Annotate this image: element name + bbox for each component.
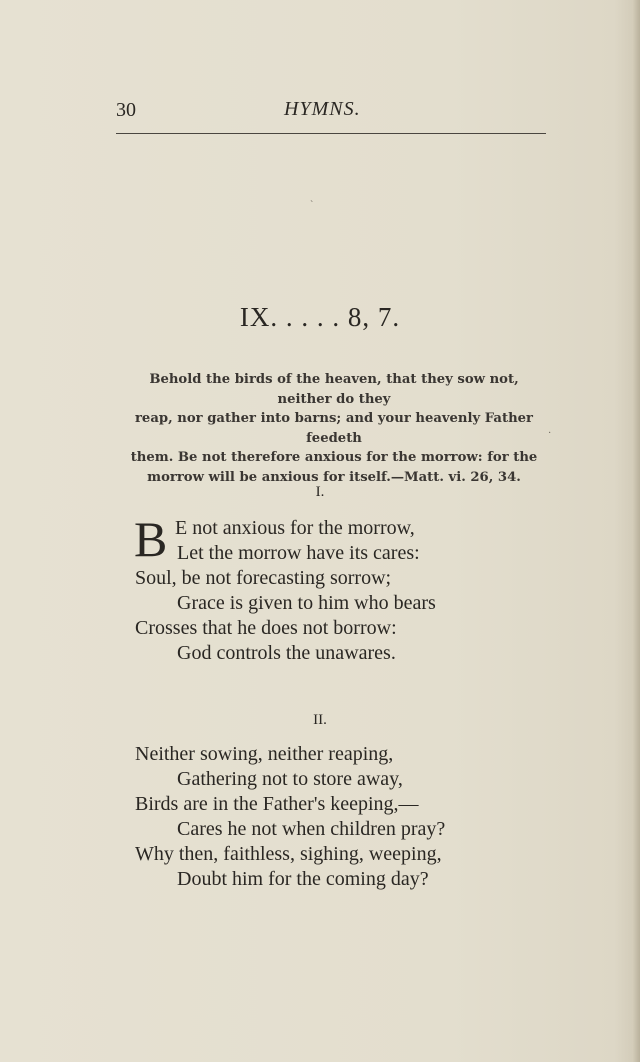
epigraph-line: reap, nor gather into barns; and your heavenly Father feedeth — [134, 411, 533, 446]
page-number: 30 — [116, 99, 136, 121]
epigraph-line: them. Be not therefore anxious for the morrow: for the — [130, 450, 538, 465]
header-rule — [116, 133, 546, 134]
stray-dot: · — [548, 428, 552, 439]
stanza-number: II. — [313, 712, 327, 728]
verse-line: God controls the unawares. — [177, 642, 396, 664]
verse-line: Let the morrow have its cares: — [177, 542, 420, 564]
epigraph-line: morrow will be anxious for itself.—Matt. vi. 26, 34. — [147, 469, 521, 485]
epigraph — [122, 370, 546, 487]
verse-line: Why then, faithless, sighing, weeping, — [135, 843, 442, 865]
running-title: HYMNS. — [284, 98, 361, 120]
verse-line: Doubt him for the coming day? — [177, 868, 429, 890]
stray-mark: ˋ — [310, 200, 314, 211]
verse-line: Grace is given to him who bears — [177, 592, 436, 614]
epigraph-line: Behold the birds of the heaven, that they sow not, neither do they — [149, 372, 519, 407]
verse-line: Neither sowing, neither reaping, — [135, 743, 394, 765]
page-edge — [632, 0, 640, 1062]
verse-line: Cares he not when children pray? — [177, 818, 446, 840]
stanza-1 — [134, 511, 555, 666]
drop-cap: B — [134, 511, 168, 567]
stanza-2 — [135, 742, 555, 892]
verse-line: E not anxious for the morrow, — [175, 517, 415, 539]
verse-line: Crosses that he does not borrow: — [135, 617, 397, 639]
verse-line: Soul, be not forecasting sorrow; — [135, 567, 392, 589]
verse-line: Birds are in the Father's keeping,— — [135, 793, 419, 815]
verse-line: Gathering not to store away, — [177, 768, 403, 790]
stanza-number: I. — [315, 484, 325, 500]
hymn-number-meter: IX. . . . . 8, 7. — [239, 302, 401, 332]
